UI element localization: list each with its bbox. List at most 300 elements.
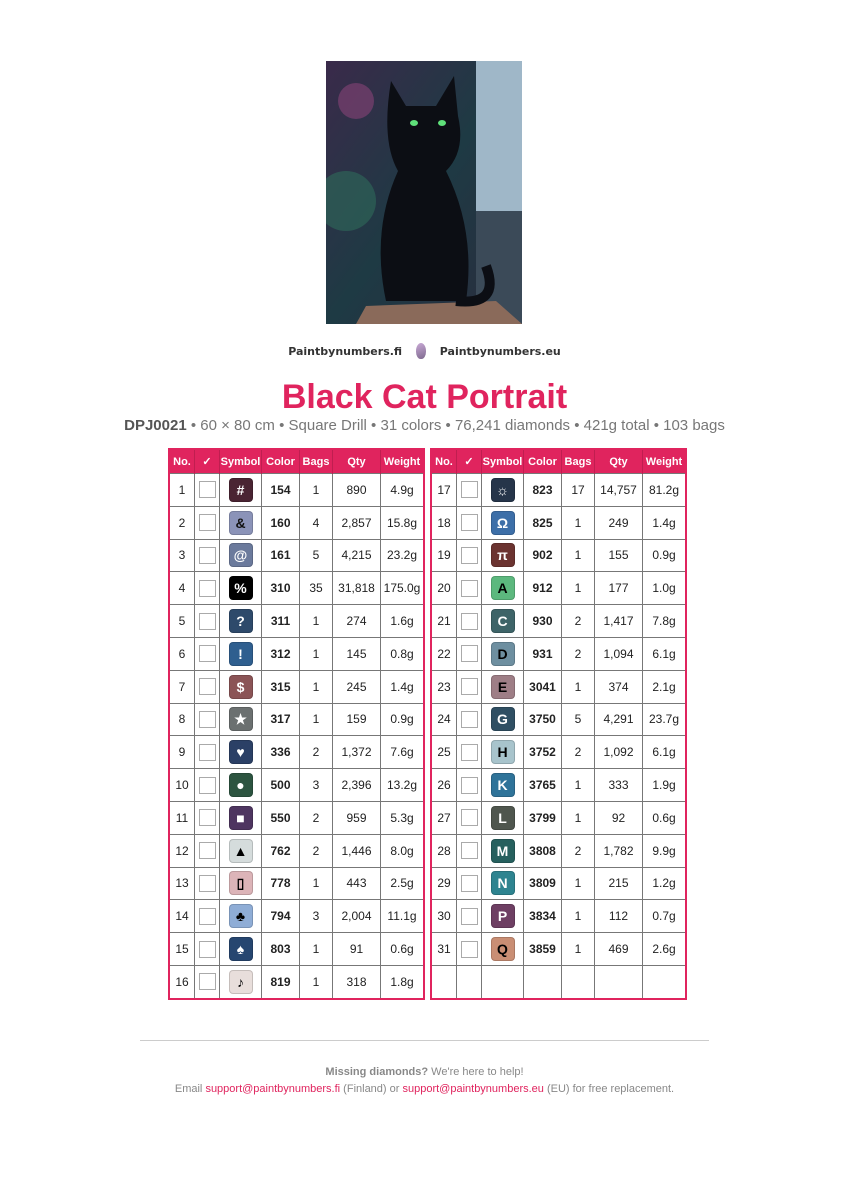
color-code: 762 bbox=[262, 834, 300, 867]
bags: 2 bbox=[562, 736, 595, 769]
table-row bbox=[169, 867, 424, 900]
symbol-chip: # bbox=[229, 478, 253, 502]
table-row bbox=[431, 867, 686, 900]
row-checkbox-cell[interactable] bbox=[457, 769, 482, 802]
drill-type: Square Drill bbox=[288, 417, 367, 434]
row-checkbox-cell[interactable] bbox=[195, 900, 220, 933]
bags: 2 bbox=[300, 801, 333, 834]
symbol-chip: π bbox=[491, 543, 515, 567]
page-title: Black Cat Portrait bbox=[281, 378, 568, 416]
color-code: 3834 bbox=[524, 900, 562, 933]
weight: 2.6g bbox=[643, 933, 687, 966]
row-number: 18 bbox=[431, 506, 457, 539]
row-number: 20 bbox=[431, 572, 457, 605]
quantity: 4,291 bbox=[595, 703, 643, 736]
row-number: 13 bbox=[169, 867, 195, 900]
row-checkbox-cell[interactable] bbox=[457, 474, 482, 507]
table-row bbox=[169, 736, 424, 769]
table-row bbox=[431, 605, 686, 638]
symbol-chip: G bbox=[491, 707, 515, 731]
row-checkbox-cell[interactable] bbox=[457, 834, 482, 867]
checkbox[interactable] bbox=[461, 711, 478, 728]
header-weight: Weight bbox=[381, 449, 425, 474]
weight: 1.2g bbox=[643, 867, 687, 900]
weight: 1.4g bbox=[381, 670, 425, 703]
bags: 1 bbox=[300, 670, 333, 703]
color-code: 161 bbox=[262, 539, 300, 572]
quantity: 155 bbox=[595, 539, 643, 572]
quantity: 112 bbox=[595, 900, 643, 933]
row-number: 31 bbox=[431, 933, 457, 966]
header-qty: Qty bbox=[333, 449, 381, 474]
checkbox[interactable] bbox=[199, 481, 216, 498]
color-code: 336 bbox=[262, 736, 300, 769]
bags: 1 bbox=[562, 933, 595, 966]
color-code: 3808 bbox=[524, 834, 562, 867]
color-code: 825 bbox=[524, 506, 562, 539]
row-checkbox-cell[interactable] bbox=[457, 670, 482, 703]
checkbox[interactable] bbox=[461, 875, 478, 892]
color-table-right bbox=[430, 448, 687, 1000]
color-code: 312 bbox=[262, 637, 300, 670]
bags: 1 bbox=[562, 506, 595, 539]
table-row bbox=[169, 801, 424, 834]
quantity: 2,857 bbox=[333, 506, 381, 539]
row-number: 4 bbox=[169, 572, 195, 605]
color-code: 310 bbox=[262, 572, 300, 605]
quantity: 249 bbox=[595, 506, 643, 539]
bags: 3 bbox=[300, 900, 333, 933]
weight: 6.1g bbox=[643, 736, 687, 769]
table-row bbox=[431, 670, 686, 703]
header-qty: Qty bbox=[595, 449, 643, 474]
divider bbox=[140, 1040, 709, 1041]
row-number: 30 bbox=[431, 900, 457, 933]
color-code: 3752 bbox=[524, 736, 562, 769]
row-number: 14 bbox=[169, 900, 195, 933]
row-number: 17 bbox=[431, 474, 457, 507]
color-code: 902 bbox=[524, 539, 562, 572]
quantity: 145 bbox=[333, 637, 381, 670]
table-row bbox=[169, 572, 424, 605]
row-number: 21 bbox=[431, 605, 457, 638]
bags: 3 bbox=[300, 769, 333, 802]
row-number: 19 bbox=[431, 539, 457, 572]
table-row bbox=[431, 736, 686, 769]
quantity: 1,094 bbox=[595, 637, 643, 670]
row-checkbox-cell[interactable] bbox=[195, 572, 220, 605]
quantity: 92 bbox=[595, 801, 643, 834]
row-number: 23 bbox=[431, 670, 457, 703]
brand-fi: Paintbynumbers.fi bbox=[288, 344, 403, 358]
quantity: 959 bbox=[333, 801, 381, 834]
checkbox[interactable] bbox=[199, 842, 216, 859]
checkbox[interactable] bbox=[199, 941, 216, 958]
table-row bbox=[431, 933, 686, 966]
total-weight: 421g total bbox=[583, 417, 650, 434]
bags: 1 bbox=[562, 769, 595, 802]
symbol-chip: ♥ bbox=[229, 740, 253, 764]
color-code: 778 bbox=[262, 867, 300, 900]
quantity: 159 bbox=[333, 703, 381, 736]
kit-code: DPJ0021 bbox=[124, 417, 187, 434]
bags: 1 bbox=[562, 572, 595, 605]
row-checkbox-cell[interactable] bbox=[195, 736, 220, 769]
row-checkbox-cell[interactable] bbox=[195, 506, 220, 539]
weight: 2.1g bbox=[643, 670, 687, 703]
checkbox[interactable] bbox=[461, 744, 478, 761]
quantity: 177 bbox=[595, 572, 643, 605]
row-checkbox-cell[interactable] bbox=[457, 867, 482, 900]
table-row bbox=[169, 900, 424, 933]
table-row bbox=[169, 605, 424, 638]
symbol-chip: L bbox=[491, 806, 515, 830]
table-header bbox=[169, 449, 424, 474]
quantity: 2,004 bbox=[333, 900, 381, 933]
table-row bbox=[431, 506, 686, 539]
quantity: 4,215 bbox=[333, 539, 381, 572]
weight: 0.8g bbox=[381, 637, 425, 670]
diamond-count: 76,241 diamonds bbox=[454, 417, 571, 434]
row-checkbox-cell[interactable] bbox=[457, 572, 482, 605]
quantity: 333 bbox=[595, 769, 643, 802]
table-row bbox=[431, 703, 686, 736]
checkbox[interactable] bbox=[199, 678, 216, 695]
quantity: 374 bbox=[595, 670, 643, 703]
weight: 1.0g bbox=[643, 572, 687, 605]
header-check: ✓ bbox=[457, 449, 482, 474]
row-number: 6 bbox=[169, 637, 195, 670]
symbol-chip: $ bbox=[229, 675, 253, 699]
table-row bbox=[431, 474, 686, 507]
row-number: 9 bbox=[169, 736, 195, 769]
row-checkbox-cell[interactable] bbox=[195, 867, 220, 900]
table-row bbox=[431, 572, 686, 605]
bags: 2 bbox=[562, 637, 595, 670]
symbol-chip: ■ bbox=[229, 806, 253, 830]
checkbox[interactable] bbox=[199, 744, 216, 761]
weight: 81.2g bbox=[643, 474, 687, 507]
row-checkbox-cell[interactable] bbox=[457, 506, 482, 539]
color-code: 794 bbox=[262, 900, 300, 933]
table-row bbox=[431, 637, 686, 670]
kit-summary: DPJ0021 • 60 × 80 cm • Square Drill • 31 colors • 76,241 diamonds • 421g total • 103 bags bbox=[124, 417, 725, 434]
color-code: 550 bbox=[262, 801, 300, 834]
symbol-chip: ▲ bbox=[229, 839, 253, 863]
header-color: Color bbox=[262, 449, 300, 474]
row-checkbox-cell[interactable] bbox=[195, 637, 220, 670]
weight: 1.8g bbox=[381, 965, 425, 998]
symbol-chip: ☼ bbox=[491, 478, 515, 502]
quantity: 318 bbox=[333, 965, 381, 998]
quantity: 245 bbox=[333, 670, 381, 703]
quantity: 215 bbox=[595, 867, 643, 900]
header-symbol: Symbol bbox=[482, 449, 524, 474]
symbol-chip: K bbox=[491, 773, 515, 797]
symbol-chip: D bbox=[491, 642, 515, 666]
symbol-chip: & bbox=[229, 511, 253, 535]
row-checkbox-cell[interactable] bbox=[195, 769, 220, 802]
header-symbol: Symbol bbox=[220, 449, 262, 474]
checkbox[interactable] bbox=[199, 809, 216, 826]
row-checkbox-cell[interactable] bbox=[457, 539, 482, 572]
checkbox[interactable] bbox=[199, 514, 216, 531]
brand-eu: Paintbynumbers.eu bbox=[439, 344, 561, 358]
weight: 8.0g bbox=[381, 834, 425, 867]
bags: 5 bbox=[300, 539, 333, 572]
row-checkbox-cell[interactable] bbox=[195, 670, 220, 703]
color-code: 931 bbox=[524, 637, 562, 670]
color-count: 31 colors bbox=[380, 417, 442, 434]
empty-row bbox=[431, 965, 686, 998]
table-row bbox=[169, 637, 424, 670]
bags: 2 bbox=[562, 834, 595, 867]
row-number: 7 bbox=[169, 670, 195, 703]
color-code: 3799 bbox=[524, 801, 562, 834]
row-checkbox-cell[interactable] bbox=[457, 900, 482, 933]
symbol-chip: P bbox=[491, 904, 515, 928]
color-code: 500 bbox=[262, 769, 300, 802]
row-number: 27 bbox=[431, 801, 457, 834]
bag-count: 103 bags bbox=[663, 417, 725, 434]
symbol-chip: ! bbox=[229, 642, 253, 666]
row-checkbox-cell[interactable] bbox=[457, 605, 482, 638]
table-row bbox=[169, 539, 424, 572]
row-checkbox-cell[interactable] bbox=[457, 801, 482, 834]
header-no: No. bbox=[431, 449, 457, 474]
table-header bbox=[431, 449, 686, 474]
symbol-chip: @ bbox=[229, 543, 253, 567]
quantity: 14,757 bbox=[595, 474, 643, 507]
weight: 0.7g bbox=[643, 900, 687, 933]
weight: 9.9g bbox=[643, 834, 687, 867]
checkbox[interactable] bbox=[199, 645, 216, 662]
weight: 0.6g bbox=[381, 933, 425, 966]
row-checkbox-cell[interactable] bbox=[195, 933, 220, 966]
row-checkbox-cell[interactable] bbox=[195, 703, 220, 736]
weight: 0.9g bbox=[381, 703, 425, 736]
row-checkbox-cell[interactable] bbox=[195, 474, 220, 507]
bags: 1 bbox=[562, 670, 595, 703]
checkbox[interactable] bbox=[461, 481, 478, 498]
header-no: No. bbox=[169, 449, 195, 474]
table-row bbox=[169, 474, 424, 507]
checkbox[interactable] bbox=[461, 580, 478, 597]
symbol-chip: H bbox=[491, 740, 515, 764]
checkbox[interactable] bbox=[461, 941, 478, 958]
checkbox[interactable] bbox=[199, 777, 216, 794]
footer-help: Missing diamonds? We're here to help! bbox=[325, 1066, 524, 1078]
kit-size: 60 × 80 cm bbox=[200, 417, 275, 434]
color-code: 3765 bbox=[524, 769, 562, 802]
table-row bbox=[431, 834, 686, 867]
table-row bbox=[169, 703, 424, 736]
row-checkbox-cell[interactable] bbox=[457, 637, 482, 670]
header-weight: Weight bbox=[643, 449, 687, 474]
bags: 5 bbox=[562, 703, 595, 736]
checkbox[interactable] bbox=[461, 842, 478, 859]
color-code: 3859 bbox=[524, 933, 562, 966]
checkbox[interactable] bbox=[199, 875, 216, 892]
color-code: 803 bbox=[262, 933, 300, 966]
quantity: 1,446 bbox=[333, 834, 381, 867]
symbol-chip: ? bbox=[229, 609, 253, 633]
row-number: 5 bbox=[169, 605, 195, 638]
checkbox[interactable] bbox=[199, 580, 216, 597]
bags: 17 bbox=[562, 474, 595, 507]
brand-logos bbox=[0, 343, 849, 359]
checkbox[interactable] bbox=[461, 777, 478, 794]
quantity: 2,396 bbox=[333, 769, 381, 802]
table-row bbox=[431, 900, 686, 933]
bags: 2 bbox=[562, 605, 595, 638]
bags: 1 bbox=[562, 900, 595, 933]
checkbox[interactable] bbox=[199, 613, 216, 630]
row-number: 2 bbox=[169, 506, 195, 539]
row-number: 26 bbox=[431, 769, 457, 802]
checkbox[interactable] bbox=[461, 809, 478, 826]
color-code: 823 bbox=[524, 474, 562, 507]
drop-logo-icon bbox=[416, 343, 426, 359]
row-number: 24 bbox=[431, 703, 457, 736]
weight: 0.9g bbox=[643, 539, 687, 572]
quantity: 1,782 bbox=[595, 834, 643, 867]
symbol-chip: C bbox=[491, 609, 515, 633]
header-bags: Bags bbox=[300, 449, 333, 474]
email-eu-link[interactable]: support@paintbynumbers.eu bbox=[402, 1083, 544, 1095]
quantity: 469 bbox=[595, 933, 643, 966]
header-bags: Bags bbox=[562, 449, 595, 474]
symbol-chip: M bbox=[491, 839, 515, 863]
weight: 1.6g bbox=[381, 605, 425, 638]
table-row bbox=[169, 933, 424, 966]
table-row bbox=[169, 506, 424, 539]
quantity: 274 bbox=[333, 605, 381, 638]
quantity: 91 bbox=[333, 933, 381, 966]
bags: 1 bbox=[300, 605, 333, 638]
row-number: 8 bbox=[169, 703, 195, 736]
row-number: 25 bbox=[431, 736, 457, 769]
color-table-left bbox=[168, 448, 425, 1000]
row-number: 11 bbox=[169, 801, 195, 834]
row-number: 15 bbox=[169, 933, 195, 966]
symbol-chip: ♣ bbox=[229, 904, 253, 928]
bags: 1 bbox=[562, 867, 595, 900]
row-checkbox-cell[interactable] bbox=[195, 605, 220, 638]
weight: 1.9g bbox=[643, 769, 687, 802]
weight: 13.2g bbox=[381, 769, 425, 802]
checkbox[interactable] bbox=[461, 645, 478, 662]
table-row bbox=[431, 539, 686, 572]
color-code: 311 bbox=[262, 605, 300, 638]
color-code: 819 bbox=[262, 965, 300, 998]
weight: 7.6g bbox=[381, 736, 425, 769]
checkbox[interactable] bbox=[461, 547, 478, 564]
row-checkbox-cell[interactable] bbox=[195, 539, 220, 572]
symbol-chip: A bbox=[491, 576, 515, 600]
color-code: 3041 bbox=[524, 670, 562, 703]
table-row bbox=[169, 769, 424, 802]
row-number: 29 bbox=[431, 867, 457, 900]
bags: 2 bbox=[300, 736, 333, 769]
weight: 1.4g bbox=[643, 506, 687, 539]
row-checkbox-cell[interactable] bbox=[195, 834, 220, 867]
bags: 1 bbox=[562, 801, 595, 834]
symbol-chip: Ω bbox=[491, 511, 515, 535]
bags: 2 bbox=[300, 834, 333, 867]
checkbox[interactable] bbox=[199, 973, 216, 990]
bags: 1 bbox=[562, 539, 595, 572]
email-fi-link[interactable]: support@paintbynumbers.fi bbox=[205, 1083, 341, 1095]
color-code: 3809 bbox=[524, 867, 562, 900]
footer-contact: Email support@paintbynumbers.fi (Finland) or support@paintbynumbers.eu (EU) for free replacement. bbox=[174, 1083, 675, 1095]
color-code: 317 bbox=[262, 703, 300, 736]
table-row bbox=[169, 670, 424, 703]
weight: 175.0g bbox=[381, 572, 425, 605]
table-row bbox=[169, 834, 424, 867]
symbol-chip: ★ bbox=[229, 707, 253, 731]
quantity: 1,092 bbox=[595, 736, 643, 769]
row-checkbox-cell[interactable] bbox=[457, 933, 482, 966]
quantity: 1,372 bbox=[333, 736, 381, 769]
row-checkbox-cell[interactable] bbox=[457, 736, 482, 769]
checkbox[interactable] bbox=[461, 908, 478, 925]
bags: 1 bbox=[300, 933, 333, 966]
weight: 7.8g bbox=[643, 605, 687, 638]
bags: 1 bbox=[300, 637, 333, 670]
row-number: 22 bbox=[431, 637, 457, 670]
color-code: 3750 bbox=[524, 703, 562, 736]
quantity: 890 bbox=[333, 474, 381, 507]
row-checkbox-cell[interactable] bbox=[195, 965, 220, 998]
row-number: 16 bbox=[169, 965, 195, 998]
checkbox[interactable] bbox=[461, 514, 478, 531]
bags: 1 bbox=[300, 867, 333, 900]
bags: 1 bbox=[300, 703, 333, 736]
symbol-chip: % bbox=[229, 576, 253, 600]
checkbox[interactable] bbox=[199, 908, 216, 925]
quantity: 1,417 bbox=[595, 605, 643, 638]
weight: 4.9g bbox=[381, 474, 425, 507]
symbol-chip: E bbox=[491, 675, 515, 699]
row-number: 28 bbox=[431, 834, 457, 867]
weight: 23.2g bbox=[381, 539, 425, 572]
checkbox[interactable] bbox=[461, 613, 478, 630]
checkbox[interactable] bbox=[199, 711, 216, 728]
checkbox[interactable] bbox=[199, 547, 216, 564]
weight: 0.6g bbox=[643, 801, 687, 834]
row-number: 10 bbox=[169, 769, 195, 802]
symbol-chip: ♠ bbox=[229, 937, 253, 961]
weight: 5.3g bbox=[381, 801, 425, 834]
weight: 2.5g bbox=[381, 867, 425, 900]
row-number: 12 bbox=[169, 834, 195, 867]
weight: 15.8g bbox=[381, 506, 425, 539]
row-number: 1 bbox=[169, 474, 195, 507]
row-checkbox-cell[interactable] bbox=[195, 801, 220, 834]
row-checkbox-cell[interactable] bbox=[457, 703, 482, 736]
weight: 11.1g bbox=[381, 900, 425, 933]
header-color: Color bbox=[524, 449, 562, 474]
symbol-chip: Q bbox=[491, 937, 515, 961]
header-check: ✓ bbox=[195, 449, 220, 474]
bags: 1 bbox=[300, 965, 333, 998]
bags: 4 bbox=[300, 506, 333, 539]
row-number: 3 bbox=[169, 539, 195, 572]
checkbox[interactable] bbox=[461, 678, 478, 695]
color-code: 160 bbox=[262, 506, 300, 539]
symbol-chip: N bbox=[491, 871, 515, 895]
